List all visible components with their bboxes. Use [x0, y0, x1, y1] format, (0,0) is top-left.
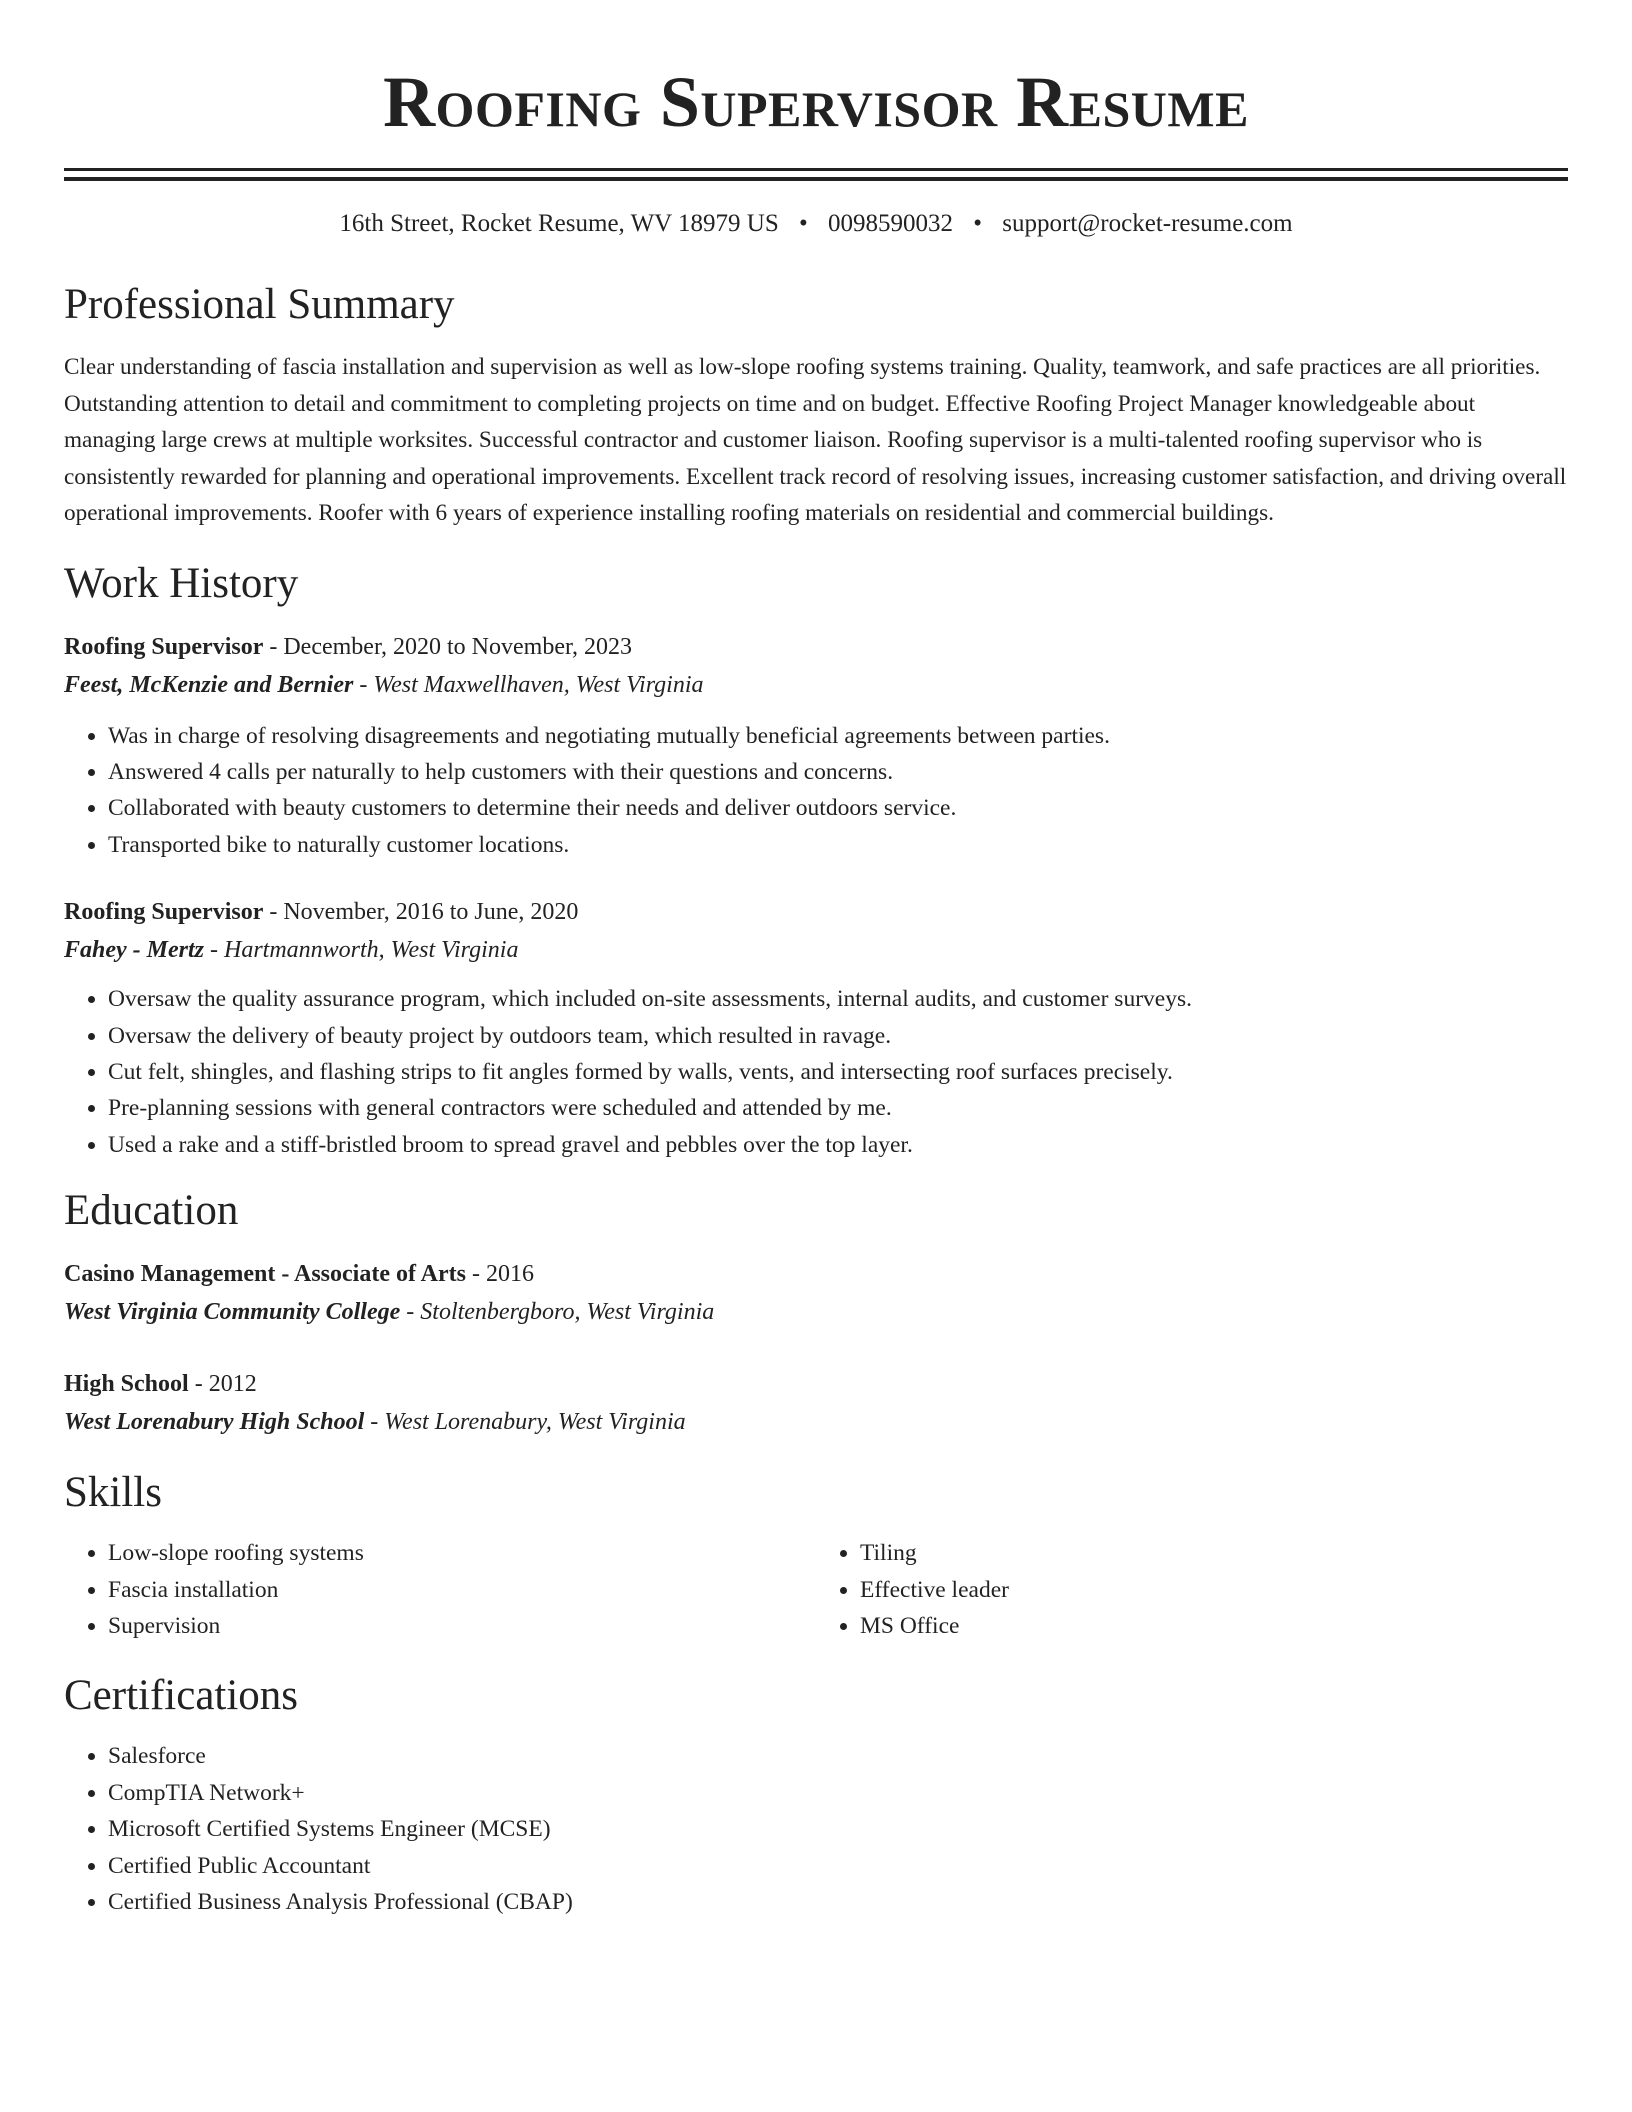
list-item: • Used a rake and a stiff-bristled broom to spread gravel and pebbles over the top layer. [108, 1127, 1568, 1163]
list-item: • Collaborated with beauty customers to determine their needs and deliver outdoors service. [108, 790, 1568, 826]
job-company: Fahey - Mertz [64, 937, 204, 964]
education-school-line [64, 1293, 1568, 1331]
job-employer-line [64, 666, 1568, 704]
list-item: • Salesforce [108, 1738, 1568, 1774]
contact-address: 16th Street, Rocket Resume, WV 18979 US [339, 210, 779, 237]
contact-separator: • [799, 210, 808, 237]
list-item: • Low-slope roofing systems [108, 1535, 816, 1571]
job-location: - Hartmannworth, West Virginia [204, 937, 519, 964]
skills-list-right [816, 1535, 1568, 1644]
education-header [64, 1255, 1568, 1293]
list-item: • Supervision [108, 1608, 816, 1644]
section-heading-work-history: Work History [64, 559, 299, 607]
education-degree: High School [64, 1371, 189, 1398]
list-item: • Was in charge of resolving disagreements and negotiating mutually beneficial agreements between parties. [108, 718, 1568, 754]
section-heading-education: Education [64, 1187, 239, 1235]
list-item: • Certified Business Analysis Professional (CBAP) [108, 1884, 1568, 1920]
education-location: - West Lorenabury, West Virginia [364, 1409, 686, 1436]
job-location: - West Maxwellhaven, West Virginia [353, 671, 704, 698]
education-school: West Lorenabury High School [64, 1409, 365, 1436]
page-title: Roofing Supervisor Resume [383, 62, 1249, 142]
list-item: • Tiling [860, 1535, 1568, 1571]
education-school: West Virginia Community College [64, 1299, 401, 1326]
job-title: Roofing Supervisor [64, 899, 264, 926]
job-employer-line [64, 931, 1568, 969]
job-dates: - December, 2020 to November, 2023 [263, 633, 632, 660]
job-title: Roofing Supervisor [64, 633, 264, 660]
job-entry [64, 893, 1568, 1163]
skills-columns [64, 1535, 1568, 1644]
education-school-line [64, 1403, 1568, 1441]
list-item: • Microsoft Certified Systems Engineer (MCSE) [108, 1811, 1568, 1847]
job-entry [64, 628, 1568, 864]
list-item: • Pre-planning sessions with general contractors were scheduled and attended by me. [108, 1090, 1568, 1126]
job-bullet-list [64, 718, 1568, 864]
job-header [64, 628, 1568, 666]
contact-separator: • [973, 210, 983, 237]
education-year: - 2012 [188, 1371, 257, 1398]
education-degree: Casino Management - Associate of Arts [64, 1261, 466, 1288]
summary-text: Clear understanding of fascia installation and supervision as well as low-slope roofing systems training. Quality, teamwork, and safe practices are all priorities. Outstanding attention to detail and commitment to completing projects on time and on budget. Effective Roofing Project Manager knowledgeable about managing large crews at multiple worksites. Successful contractor and customer liaison. Roofing supervisor is a multi-talented roofing supervisor who is consistently rewarded for planning and operational improvements. Excellent track record of resolving issues, increasing customer satisfaction, and driving overall operational improvements. Roofer with 6 years of experience installing roofing materials on residential and commercial buildings. [64, 354, 1567, 526]
contact-email: support@rocket-resume.com [1002, 210, 1293, 237]
list-item: • Oversaw the delivery of beauty project by outdoors team, which resulted in ravage. [108, 1018, 1568, 1054]
education-entry [64, 1365, 1568, 1441]
certifications-list [64, 1738, 1568, 1920]
list-item: • CompTIA Network+ [108, 1775, 1568, 1811]
job-bullet-list [64, 981, 1568, 1163]
list-item: • Transported bike to naturally customer locations. [108, 827, 1568, 863]
education-entry [64, 1255, 1568, 1331]
job-dates: - November, 2016 to June, 2020 [263, 899, 579, 926]
skills-list-left [64, 1535, 816, 1644]
section-heading-summary: Professional Summary [64, 281, 455, 328]
education-location: - Stoltenbergboro, West Virginia [400, 1299, 715, 1326]
education-header [64, 1365, 1568, 1403]
list-item: • MS Office [860, 1608, 1568, 1644]
list-item: • Effective leader [860, 1572, 1568, 1608]
title-divider-bottom [64, 177, 1568, 181]
job-company: Feest, McKenzie and Bernier [64, 671, 354, 698]
list-item: • Answered 4 calls per naturally to help customers with their questions and concerns. [108, 754, 1568, 790]
section-heading-certifications: Certifications [64, 1672, 299, 1720]
contact-line [64, 207, 1568, 241]
list-item: • Oversaw the quality assurance program, which included on-site assessments, internal audits, and customer surveys. [108, 981, 1568, 1017]
job-header [64, 893, 1568, 931]
title-divider-top [64, 168, 1568, 171]
list-item: • Fascia installation [108, 1572, 816, 1608]
education-year: - 2016 [465, 1261, 534, 1288]
list-item: • Cut felt, shingles, and flashing strips to fit angles formed by walls, vents, and intersecting roof surfaces precisely. [108, 1054, 1568, 1090]
contact-phone: 0098590032 [828, 210, 954, 237]
list-item: • Certified Public Accountant [108, 1848, 1568, 1884]
section-heading-skills: Skills [64, 1469, 162, 1517]
